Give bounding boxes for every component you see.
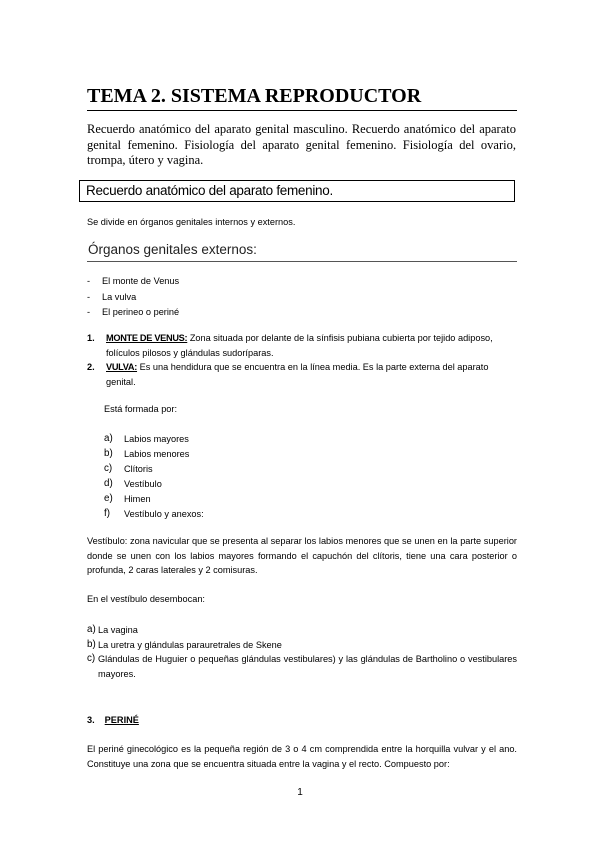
page-title: TEMA 2. SISTEMA REPRODUCTOR bbox=[87, 85, 517, 111]
topic-summary: Recuerdo anatómico del aparato genital masculino. Recuerdo anatómico del aparato genital femenino. Fisiología del aparato genital femenino. Fisiología del ovario, trompa, útero y vagina. bbox=[87, 122, 516, 167]
term-vulva: VULVA: bbox=[106, 362, 138, 373]
perine-heading: 3. PERINÉ bbox=[87, 715, 139, 725]
vestibule-open-label: En el vestíbulo desembocan: bbox=[87, 594, 205, 604]
list-item: b) La uretra y glándulas parauretrales de Skene bbox=[87, 638, 282, 650]
perine-description: El periné ginecológico es la pequeña región de 3 o 4 cm comprendida entre la horquilla vulvar y el ano. Constituye una zona que se encuentra situada entre la vagina y el recto. Compuesto por: bbox=[87, 744, 517, 769]
list-item: 2. VULVA: Es una hendidura que se encuentra en la línea media. Es la parte externa del aparato genital. bbox=[87, 362, 489, 387]
term-monte-de-venus: MONTE DE VENUS: bbox=[106, 333, 188, 343]
section-heading: Recuerdo anatómico del aparato femenino. bbox=[79, 180, 515, 202]
subheading: Órganos genitales externos: bbox=[87, 242, 517, 262]
formed-by-label: Está formada por: bbox=[104, 404, 178, 414]
list-item: c) Glándulas de Huguier o pequeñas glándulas vestibulares) y las glándulas de Bartholino o vestibulares mayores. bbox=[87, 653, 517, 679]
page-number: 1 bbox=[297, 787, 303, 798]
list-item: 1. MONTE DE VENUS: Zona situada por delante de la sínfisis pubiana cubierta por tejido adiposo, folículos pilosos y glándulas sudoríparas. bbox=[87, 333, 493, 358]
numbered-list bbox=[87, 331, 517, 389]
vestibule-openings-list bbox=[87, 623, 517, 681]
section-intro: Se divide en órganos genitales internos y externos. bbox=[87, 217, 296, 227]
list-item: a) La vagina bbox=[87, 624, 138, 635]
vestibule-description: Vestíbulo: zona navicular que se presenta al separar los labios menores que se unen en la parte superior donde se unen con los labios mayores formando el capuchón del clítoris, tiene una cara posterior o profunda, 2 caras laterales y 2 comisuras. bbox=[87, 536, 517, 576]
